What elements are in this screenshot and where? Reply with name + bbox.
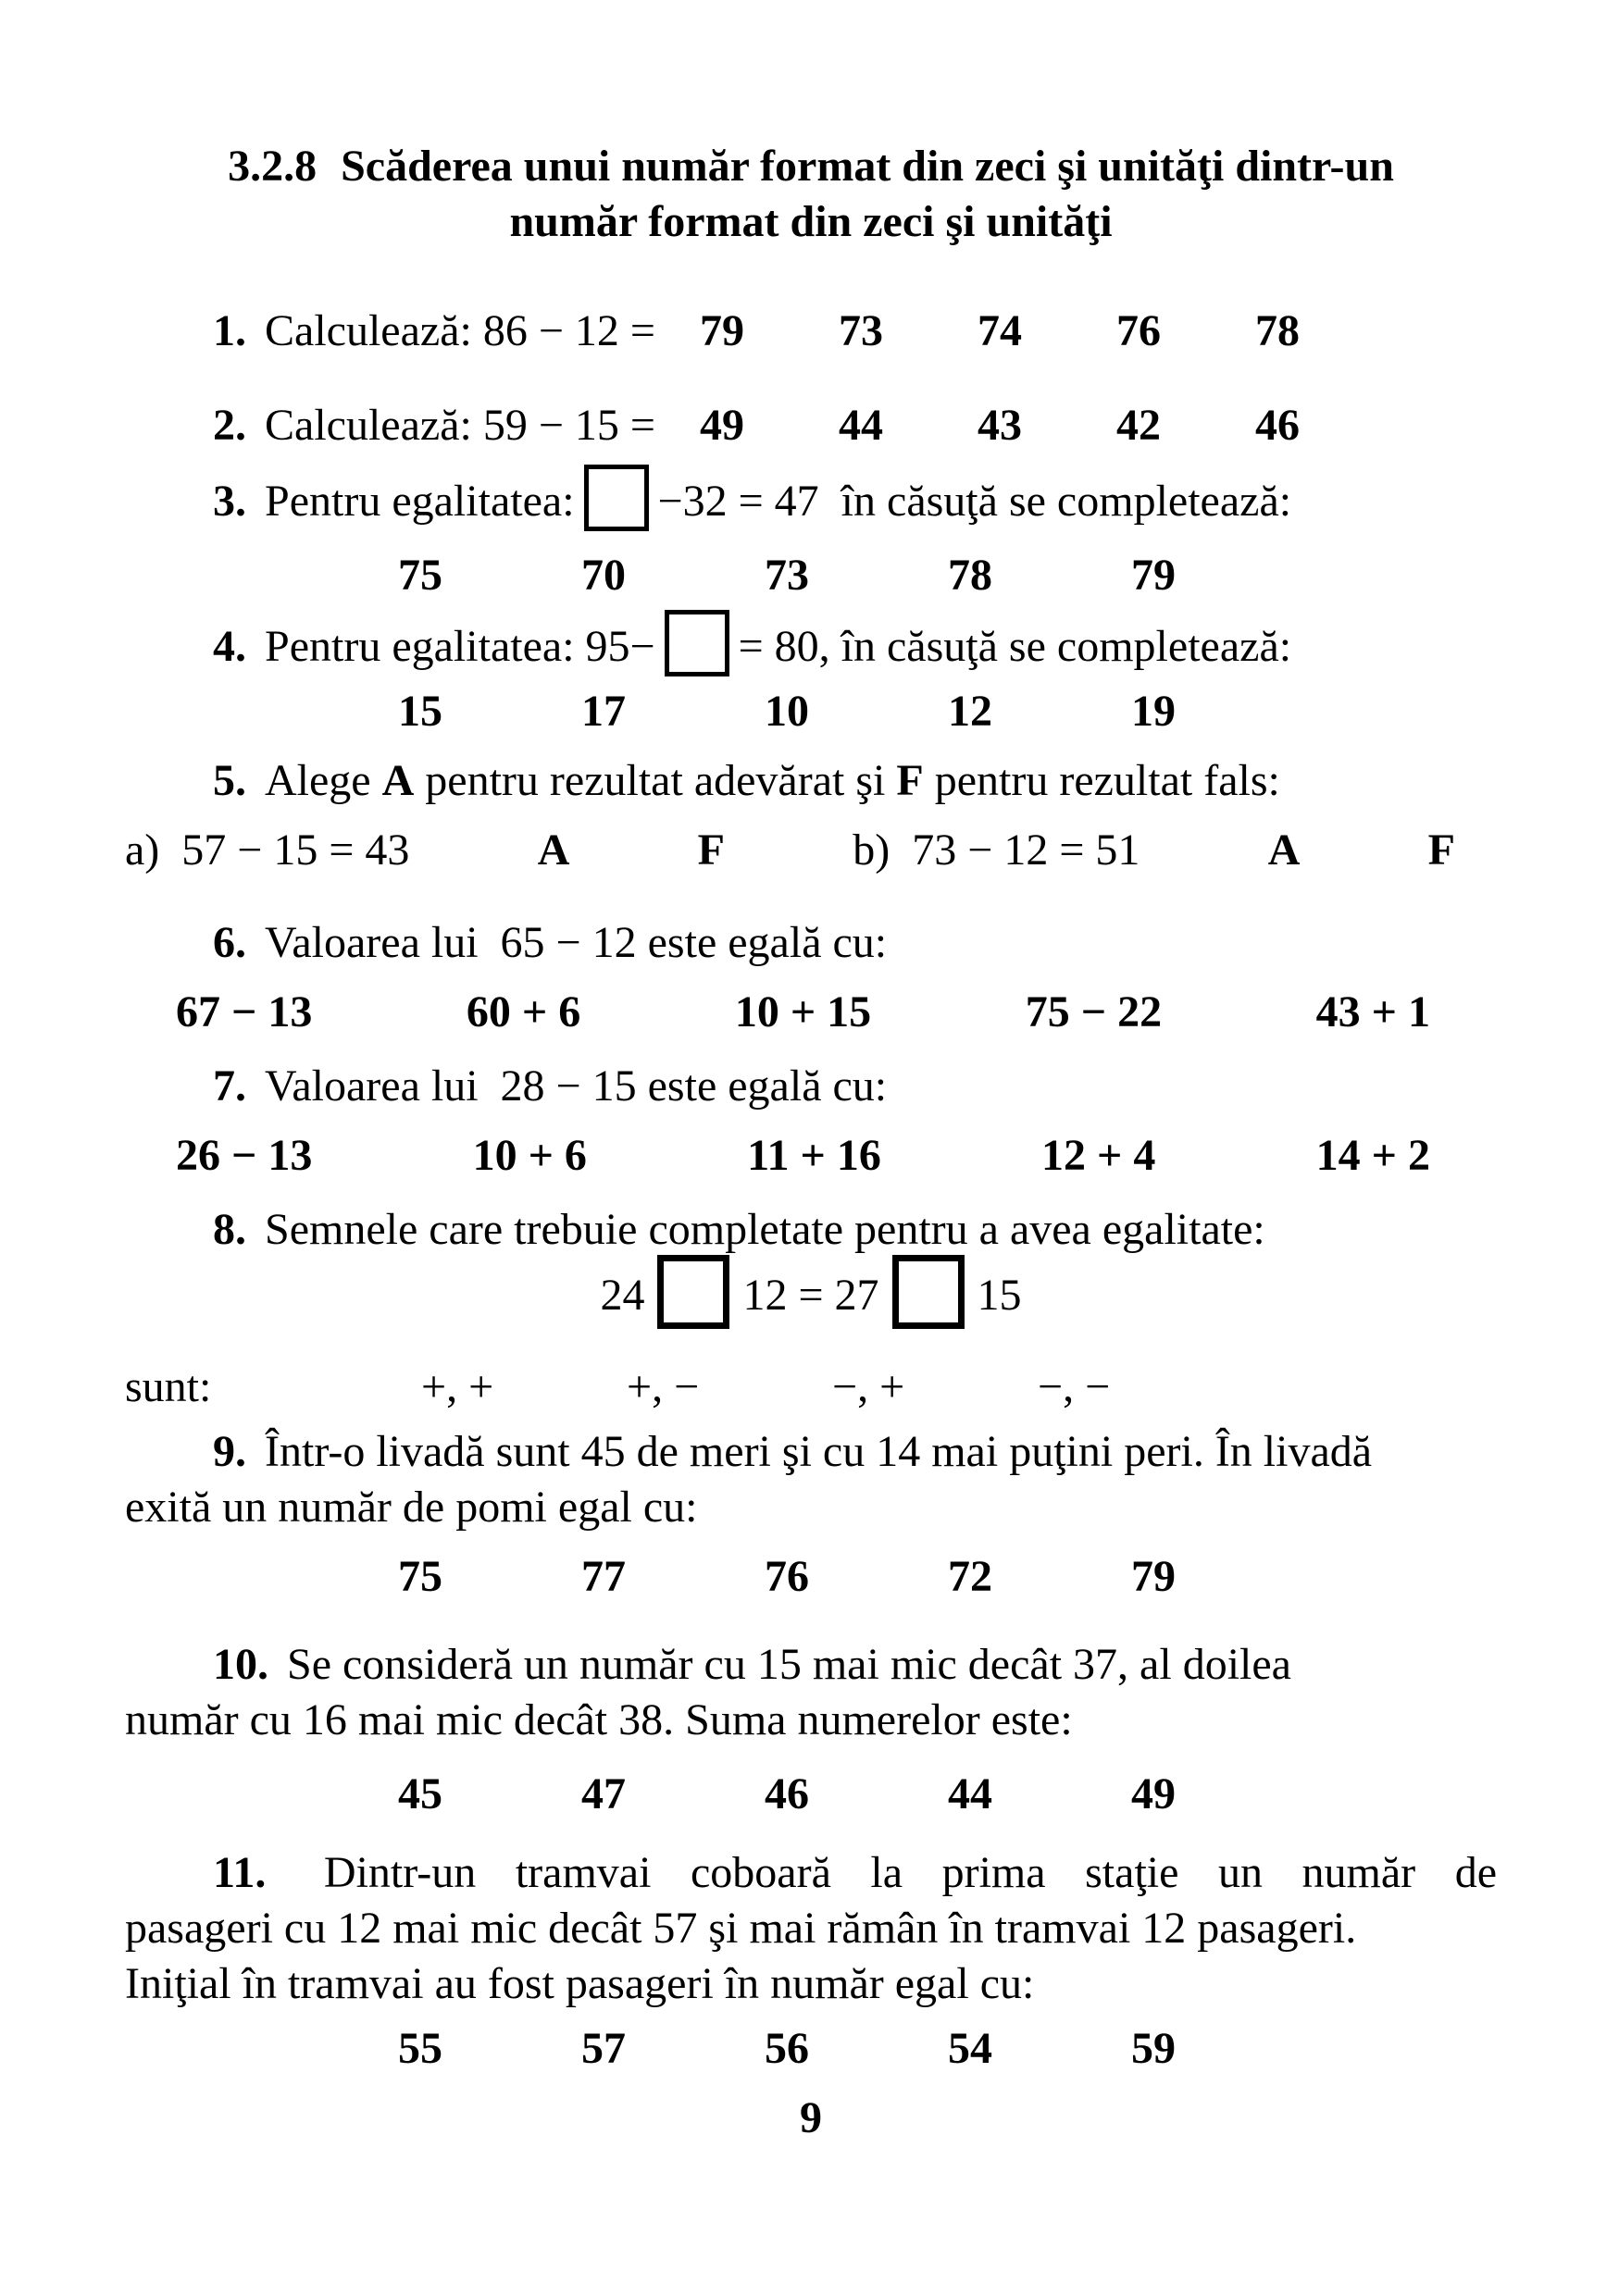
answer-option: 67 − 13 [176,987,313,1036]
problem-4 [125,617,1497,684]
problem-5-text-2: pentru rezultat adevărat şi [414,756,897,805]
problem-7-number: 7. [213,1061,246,1111]
true-letter: A [381,756,415,805]
answer-option: 42 [1116,401,1161,450]
answer-option: 47 [581,1769,626,1818]
problem-9-line-1: Într-o livadă sunt 45 de meri şi cu 14 mai puţini peri. În livadă [265,1427,1373,1476]
answer-option: 49 [1131,1769,1176,1818]
problem-11-options [125,2021,1497,2077]
problem-10-options [125,1767,1497,1822]
answer-option: 70 [581,551,626,600]
answer-option: 14 + 2 [1315,1131,1430,1180]
problem-5 [125,753,1497,809]
answer-option: 10 [765,687,809,736]
problem-7 [125,1059,1497,1114]
problem-7-text: Valoarea lui 28 − 15 este egală cu: [265,1061,888,1111]
answer-option: 45 [398,1769,442,1818]
answer-option: A [537,825,570,875]
answer-option: 56 [765,2024,809,2073]
answer-option: 73 [839,306,883,355]
expression-b: b) 73 − 12 = 51 [853,825,1140,875]
problem-10-line-1: Se consideră un număr cu 15 mai mic decât 37, al doilea [287,1640,1291,1689]
answer-option: 79 [1131,1552,1176,1601]
problem-3-text-pre: Pentru egalitatea: [265,477,575,527]
answer-option: 75 [398,551,442,600]
problem-9-line-2: exită un număr de pomi egal cu: [125,1483,698,1532]
answer-option: 26 − 13 [176,1131,313,1180]
problem-6 [125,915,1497,971]
answer-option: 74 [978,306,1022,355]
title-line-2: număr format din zeci şi unităţi [509,197,1113,246]
answer-option: F [697,825,725,875]
answer-option: 73 [765,551,809,600]
equation-part: 12 = 27 [742,1271,879,1321]
problem-11 [125,1845,1497,1901]
answer-option: 78 [948,551,992,600]
answer-option: 76 [1116,306,1161,355]
answer-option: 17 [581,687,626,736]
problem-8-number: 8. [213,1205,246,1254]
problem-8-options [125,1359,1497,1415]
answer-option: 11 + 16 [747,1131,881,1180]
problem-4-number: 4. [213,622,246,672]
problem-10-number: 10. [213,1640,268,1689]
false-letter: F [896,756,924,805]
answer-box [584,465,649,531]
problem-6-text: Valoarea lui 65 − 12 este egală cu: [265,918,888,967]
problem-4-text-pre: Pentru egalitatea: 95− [265,622,655,672]
expression-a: a) 57 − 15 = 43 [125,825,410,875]
problem-5-text-3: pentru rezultat fals: [923,756,1280,805]
answer-box [892,1255,965,1329]
answer-box [665,610,729,676]
problem-2 [125,398,1497,453]
problem-11-line-1: Dintr-un tramvai coboară la prima staţie un număr de [323,1848,1498,1897]
answer-option: 44 [948,1769,992,1818]
problem-2-options [700,401,1394,450]
answer-option: 19 [1131,687,1176,736]
answer-option: 75 [398,1552,442,1601]
title-line-1 [125,139,1497,194]
problem-1-text: Calculează: 86 − 12 = [265,306,655,355]
answer-option: 75 − 22 [1025,987,1163,1036]
problem-9-options [125,1549,1497,1605]
answer-option: 10 + 15 [734,987,872,1036]
problem-3 [125,472,1497,539]
page-title [125,139,1497,250]
problem-1 [125,304,1497,359]
answer-option: 49 [700,401,744,450]
problem-6-options [125,985,1497,1040]
problem-8-equation [125,1262,1497,1336]
equation-part: 15 [977,1271,1022,1321]
answer-option: 12 + 4 [1041,1131,1156,1180]
problem-11-number: 11. [213,1848,267,1897]
page-content [125,139,1497,2146]
answer-option: 46 [765,1769,809,1818]
page-number: 9 [800,2093,822,2142]
answer-option: +, + [421,1362,494,1411]
answer-option: 60 + 6 [466,987,581,1036]
answer-option: 10 + 6 [472,1131,587,1180]
section-number: 3.2.8 [228,142,318,191]
problem-5-text-1: Alege [265,756,382,805]
problem-4-options [125,684,1497,739]
problem-2-number: 2. [213,401,246,450]
answer-option: 44 [839,401,883,450]
answer-option: 76 [765,1552,809,1601]
title-text-1: Scăderea unui număr format din zeci şi unităţi dintr-un [341,142,1394,191]
answer-option: 72 [948,1552,992,1601]
answer-option: 59 [1131,2024,1176,2073]
problem-5-choices [125,823,1497,878]
equation-part: 24 [600,1271,645,1321]
problem-9-number: 9. [213,1427,246,1476]
problem-3-options [125,548,1497,603]
answer-option: −, + [832,1362,905,1411]
answer-option: 12 [948,687,992,736]
problem-8-text: Semnele care trebuie completate pentru a avea egalitate: [265,1205,1265,1254]
problem-1-options [700,306,1394,355]
answer-option: F [1427,825,1455,875]
answer-option: 55 [398,2024,442,2073]
answer-box [657,1255,729,1329]
answer-option: A [1267,825,1301,875]
problem-2-text: Calculează: 59 − 15 = [265,401,655,450]
answer-option: 15 [398,687,442,736]
answer-option: 54 [948,2024,992,2073]
problem-10 [125,1637,1497,1693]
answer-option: 77 [581,1552,626,1601]
problem-9 [125,1424,1497,1480]
answer-option: 43 + 1 [1315,987,1430,1036]
problem-8 [125,1202,1497,1258]
answer-option: 43 [978,401,1022,450]
problem-7-options [125,1128,1497,1184]
answer-option: 79 [700,306,744,355]
problem-6-number: 6. [213,918,246,967]
problem-3-number: 3. [213,477,246,527]
answer-option: 57 [581,2024,626,2073]
answer-option: 79 [1131,551,1176,600]
problem-4-text-post: = 80, în căsuţă se completează: [738,622,1292,672]
answer-option: −, − [1038,1362,1111,1411]
answer-option: +, − [627,1362,700,1411]
sunt-label: sunt: [125,1362,212,1411]
answer-option: 78 [1255,306,1300,355]
answer-option: 46 [1255,401,1300,450]
problem-5-number: 5. [213,756,246,805]
problem-11-line-3: Iniţial în tramvai au fost pasageri în număr egal cu: [125,1959,1035,2008]
problem-3-text-post: −32 = 47 în căsuţă se completează: [657,477,1292,527]
problem-1-number: 1. [213,306,246,355]
problem-11-line-2: pasageri cu 12 mai mic decât 57 şi mai rămân în tramvai 12 pasageri. [125,1904,1357,1953]
problem-10-line-2: număr cu 16 mai mic decât 38. Suma numerelor este: [125,1695,1073,1744]
